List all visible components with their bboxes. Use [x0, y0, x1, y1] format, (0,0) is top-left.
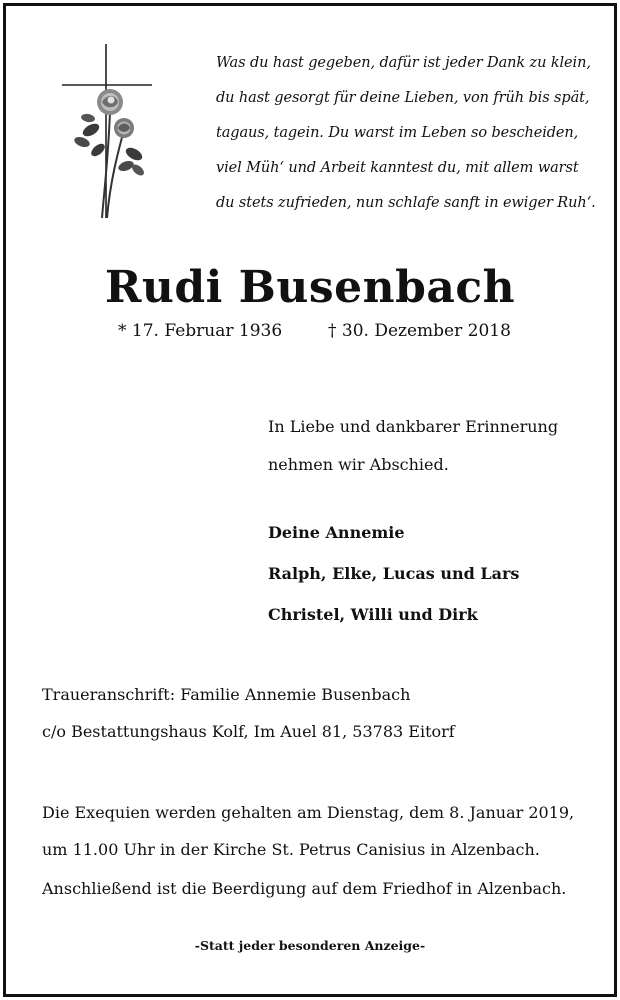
poem-line: tagaus, tagein. Du warst im Leben so bescheiden,: [216, 125, 579, 141]
mourner-line: Ralph, Elke, Lucas und Lars: [268, 564, 520, 583]
poem-line: du hast gesorgt für deine Lieben, von früh bis spät,: [216, 90, 590, 106]
poem-line: viel Müh‘ und Arbeit kanntest du, mit allem warst: [216, 160, 579, 176]
obituary-notice: [3, 3, 617, 997]
mourning-address: [42, 676, 455, 750]
deceased-name: Rudi Busenbach: [104, 262, 516, 313]
poem-line: du stets zufrieden, nun schlafe sanft in ewiger Ruh‘.: [216, 195, 596, 211]
mourner-line: Christel, Willi und Dirk: [268, 605, 478, 624]
mourner-line: Deine Annemie: [268, 523, 405, 542]
remembrance-line: In Liebe und dankbarer Erinnerung: [268, 417, 559, 436]
address-line-1: Traueranschrift: Familie Annemie Busenbach: [42, 685, 411, 704]
death-date: † 30. Dezember 2018: [328, 321, 511, 341]
mourners-list: [268, 512, 519, 635]
cross-with-rose-icon: [58, 42, 158, 222]
address-line-2: c/o Bestattungshaus Kolf, Im Auel 81, 53783 Eitorf: [42, 722, 455, 741]
service-details: [42, 794, 574, 907]
notice-footer: -Statt jeder besonderen Anzeige-: [194, 938, 426, 953]
burial-line: Anschließend ist die Beerdigung auf dem Friedhof in Alzenbach.: [42, 879, 567, 898]
remembrance-line: nehmen wir Abschied.: [268, 455, 449, 474]
birth-date: * 17. Februar 1936: [118, 321, 283, 341]
poem-line: Was du hast gegeben, dafür ist jeder Dank zu klein,: [216, 55, 591, 71]
poem: [216, 46, 596, 221]
remembrance-text: [268, 408, 558, 484]
service-line-2: um 11.00 Uhr in der Kirche St. Petrus Canisius in Alzenbach.: [42, 840, 540, 859]
service-line-1: Die Exequien werden gehalten am Dienstag, dem 8. Januar 2019,: [42, 803, 575, 822]
